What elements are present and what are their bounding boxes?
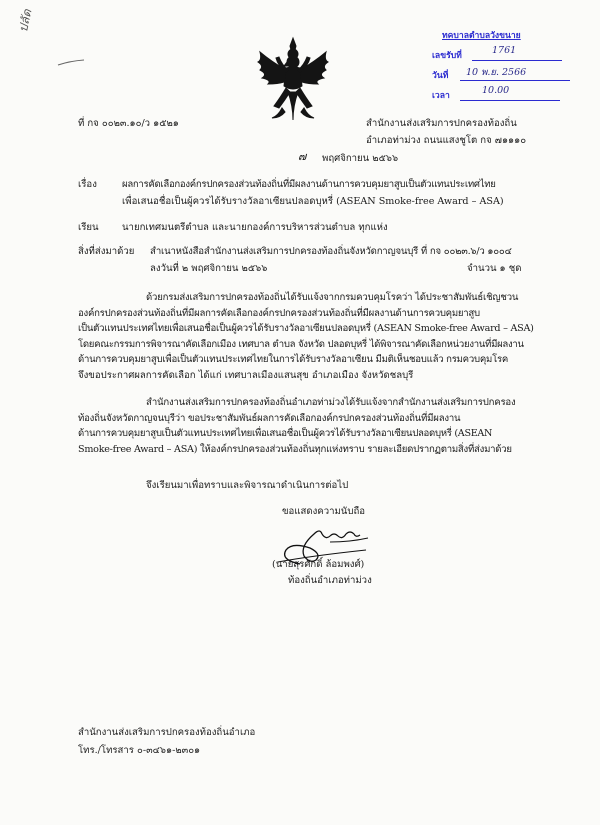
paragraph-1 <box>78 290 548 383</box>
stamp-date-underline <box>460 80 570 81</box>
stamp-time-label: เวลา <box>432 91 450 101</box>
stamp-time-value: 10.00 <box>482 85 510 96</box>
paragraph-2-line: สำนักงานส่งเสริมการปกครองท้องถิ่นอำเภอท่าม่วงได้รับแจ้งจากสำนักงานส่งเสริมการปกครอง <box>146 397 516 408</box>
stamp-receipt-no: 1761 <box>492 45 517 56</box>
office-address: อำเภอท่าม่วง ถนนแสงชูโต กจ ๗๑๑๑๐ <box>366 135 527 146</box>
margin-dash <box>56 58 86 68</box>
recipient-label: เรียน <box>78 222 99 233</box>
attachment-label: สิ่งที่ส่งมาด้วย <box>78 246 135 257</box>
footer-phone: โทร./โทรสาร ๐-๓๔๖๑-๒๓๐๑ <box>78 745 201 756</box>
paragraph-1-line: ด้วยกรมส่งเสริมการปกครองท้องถิ่นได้รับแจ้งจากกรมควบคุมโรคว่า ได้ประชาสัมพันธ์เชิญชวน <box>146 292 519 303</box>
paragraph-1-line: เป็นตัวแทนประเทศไทยเพื่อเสนอชื่อเป็นผู้ควรได้รับรางวัลอาเซียนปลอดบุหรี่ (ASEAN Smoke-free Award – ASA) <box>78 323 534 334</box>
document-reference-number: ที่ กจ ๐๐๒๓.๑๐/ว ๑๕๒๑ <box>78 118 179 129</box>
signer-position: ท้องถิ่นอำเภอท่าม่วง <box>288 575 372 586</box>
stamp-time-underline <box>460 100 560 101</box>
footer-office: สำนักงานส่งเสริมการปกครองท้องถิ่นอำเภอ <box>78 727 256 738</box>
attachment-quantity: จำนวน ๑ ชุด <box>467 263 522 274</box>
margin-note-text: ปลัด <box>15 8 35 34</box>
stamp-receipt-label: เลขรับที่ <box>432 51 462 61</box>
stamp-office: ทคบาลตำบลวังขนาย <box>442 31 521 41</box>
signer-name: (นายสุรศักดิ์ ล้อมพงศ์) <box>272 559 365 570</box>
paragraph-2-line: ด้านการควบคุมยาสูบเป็นตัวแทนประเทศไทยเพื่อเสนอชื่อเป็นผู้ควรได้รับรางวัลอาเซียนปลอดบุหรี่ (ASEAN <box>78 428 493 439</box>
paragraph-1-line: องค์กรปกครองส่วนท้องถิ่นที่มีผลการคัดเลือกองค์กรปกครองส่วนท้องถิ่นที่มีผลงานด้านการควบคุมยาสูบ <box>78 307 480 319</box>
paragraph-2-line: ท้องถิ่นจังหวัดกาญจนบุรีว่า ขอประชาสัมพันธ์ผลการคัดเลือกองค์กรปกครองส่วนท้องถิ่นที่มีผลงาน <box>78 412 461 424</box>
paragraph-2 <box>78 395 548 457</box>
office-name: สำนักงานส่งเสริมการปกครองท้องถิ่น <box>366 118 517 129</box>
subject-label: เรื่อง <box>78 179 97 190</box>
attachment-line-2: ลงวันที่ ๒ พฤศจิกายน ๒๕๖๖ <box>150 263 268 274</box>
document-date: พฤศจิกายน ๒๕๖๖ <box>322 153 399 164</box>
stamp-date-label: วันที่ <box>432 71 449 81</box>
closing-salutation: ขอแสดงความนับถือ <box>282 506 366 517</box>
closing-request: จึงเรียนมาเพื่อทราบและพิจารณาดำเนินการต่อไป <box>146 480 349 491</box>
recipient-text: นายกเทศมนตรีตำบล และนายกองค์การบริหารส่วนตำบล ทุกแห่ง <box>122 222 388 233</box>
paragraph-1-line: โดยคณะกรรมการพิจารณาคัดเลือกเมือง เทศบาล ตำบล จังหวัด ปลอดบุหรี่ ได้พิจารณาคัดเลือกหน่วยงานที่มีผลงาน <box>78 338 524 350</box>
date-handwritten-day: ๗ <box>298 150 307 163</box>
stamp-date-value: 10 พ.ย. 2566 <box>466 67 527 78</box>
stamp-receipt-underline <box>472 60 562 61</box>
attachment-line-1: สำเนาหนังสือสำนักงานส่งเสริมการปกครองท้องถิ่นจังหวัดกาญจนบุรี ที่ กจ ๐๐๒๓.๖/ว ๑๐๐๔ <box>150 246 512 257</box>
paragraph-2-line: Smoke-free Award – ASA) ให้องค์กรปกครองส่วนท้องถิ่นทุกแห่งทราบ รายละเอียดปรากฏตามสิ่งที่ส่งมาด้วย <box>78 443 512 455</box>
paragraph-1-line: จึงขอประกาศผลการคัดเลือก ได้แก่ เทศบาลเมืองแสนสุข อำเภอเมือง จังหวัดชลบุรี <box>78 369 414 381</box>
garuda-emblem-icon <box>252 36 334 122</box>
margin-handwritten-note <box>14 8 37 34</box>
subject-line-1: ผลการคัดเลือกองค์กรปกครองส่วนท้องถิ่นที่มีผลงานด้านการควบคุมยาสูบเป็นตัวแทนประเทศไทย <box>122 179 496 190</box>
paragraph-1-line: ด้านการควบคุมยาสูบเพื่อเป็นตัวแทนประเทศไทยในการได้รับรางวัลอาเซียน มีมติเห็นชอบแล้ว กรมควบคุมโรค <box>78 354 509 365</box>
subject-line-2: เพื่อเสนอชื่อเป็นผู้ควรได้รับรางวัลอาเซียนปลอดบุหรี่ (ASEAN Smoke-free Award – ASA) <box>122 196 504 207</box>
